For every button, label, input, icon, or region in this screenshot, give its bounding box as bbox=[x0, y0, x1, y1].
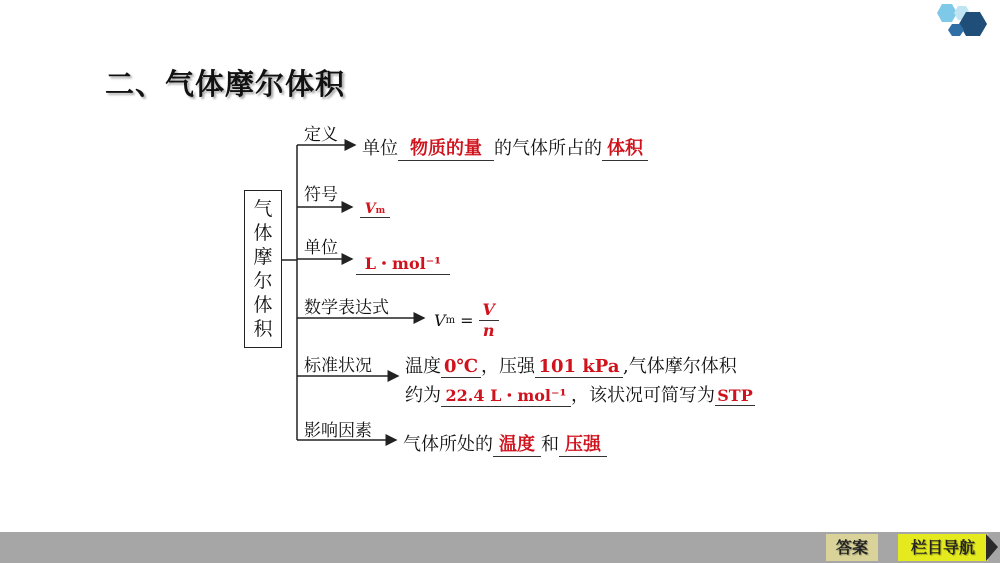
definition-middle: 的气体所占的 bbox=[494, 138, 602, 159]
factors-answer-1: 温度 bbox=[493, 430, 541, 457]
formula bbox=[434, 300, 499, 341]
nav-button[interactable]: 栏目导航 bbox=[898, 534, 988, 561]
page-title: 二、气体摩尔体积 bbox=[105, 67, 346, 101]
standard-pressure-prefix: ，压强 bbox=[481, 356, 535, 377]
standard-abbr-prefix: ，该状况可简写为 bbox=[571, 385, 715, 406]
factors-middle: 和 bbox=[541, 434, 559, 455]
formula-equals: = bbox=[460, 311, 474, 330]
nav-arrow-icon[interactable] bbox=[986, 534, 998, 561]
standard-line-1-suffix: ,气体摩尔体积 bbox=[623, 356, 737, 377]
standard-abbr-answer: STP bbox=[715, 386, 755, 406]
formula-denominator: n bbox=[482, 321, 495, 340]
standard-line-1 bbox=[405, 352, 737, 378]
definition-answer-1: 物质的量 bbox=[398, 134, 494, 161]
formula-fraction bbox=[479, 300, 499, 341]
formula-lhs: V bbox=[434, 311, 446, 330]
standard-volume-prefix: 约为 bbox=[405, 385, 441, 406]
factors-line bbox=[403, 430, 607, 457]
answer-button[interactable]: 答案 bbox=[826, 534, 878, 561]
standard-temp-prefix: 温度 bbox=[405, 356, 441, 377]
standard-line-2 bbox=[405, 381, 755, 407]
definition-label: 定义 bbox=[304, 125, 338, 145]
factors-label: 影响因素 bbox=[304, 421, 372, 441]
root-label: 气体摩尔体积 bbox=[253, 198, 273, 340]
standard-pressure-answer: 101 kPa bbox=[535, 356, 623, 378]
standard-temp-answer: 0℃ bbox=[441, 356, 481, 378]
unit-line bbox=[356, 251, 450, 275]
standard-volume-answer: 22.4 L・mol⁻¹ bbox=[441, 383, 571, 407]
definition-line bbox=[362, 134, 648, 161]
standard-label: 标准状况 bbox=[304, 356, 372, 376]
symbol-answer-sub: m bbox=[375, 206, 386, 216]
formula-lhs-sub: m bbox=[445, 315, 456, 326]
formula-label: 数学表达式 bbox=[304, 298, 389, 318]
unit-answer: L・mol⁻¹ bbox=[356, 251, 450, 275]
symbol-label: 符号 bbox=[304, 185, 338, 205]
root-box bbox=[244, 190, 282, 348]
factors-answer-2: 压强 bbox=[559, 430, 607, 457]
symbol-answer-main: V bbox=[364, 201, 376, 217]
definition-prefix: 单位 bbox=[362, 138, 398, 159]
factors-prefix: 气体所处的 bbox=[403, 434, 493, 455]
unit-label: 单位 bbox=[304, 238, 338, 258]
symbol-answer bbox=[360, 198, 390, 218]
formula-numerator: V bbox=[479, 300, 499, 321]
definition-answer-2: 体积 bbox=[602, 134, 648, 161]
